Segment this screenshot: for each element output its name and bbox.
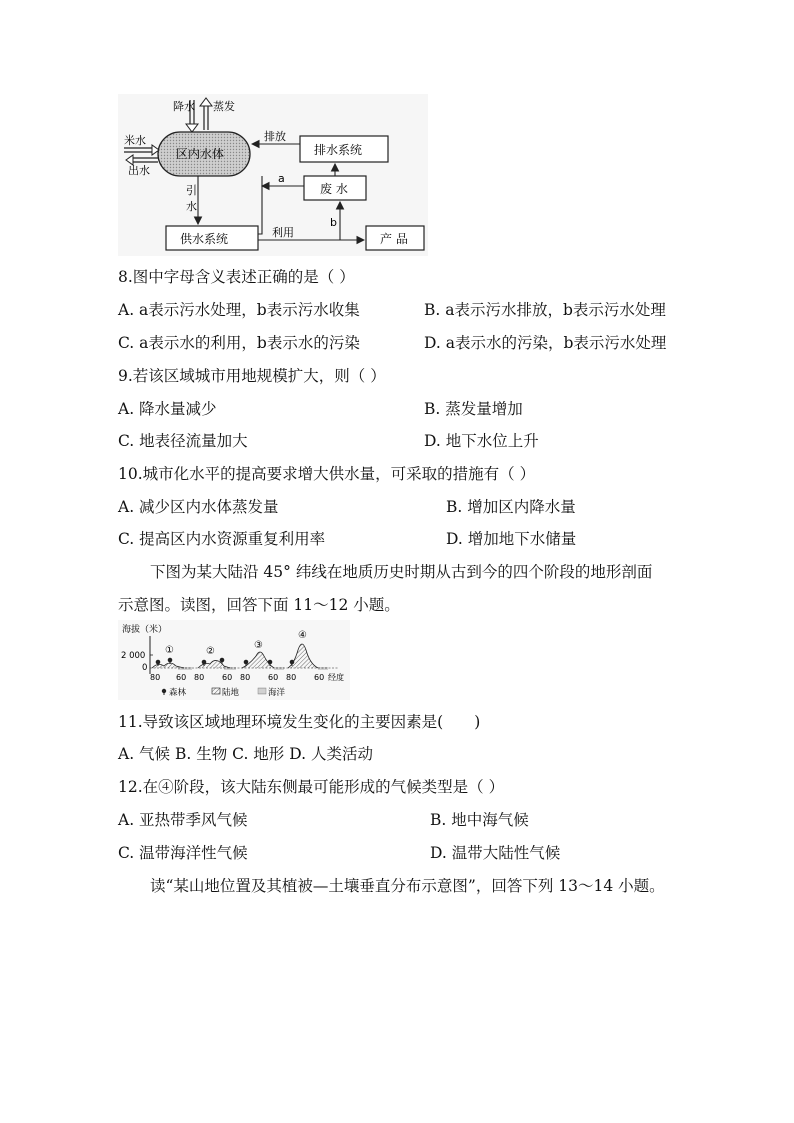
y-tick-0: 0	[142, 663, 148, 673]
drainage-system-label: 排水系统	[314, 143, 363, 157]
legend-ocean: 海洋	[268, 688, 286, 698]
intro-13-14: 读“某山地位置及其植被—土壤垂直分布示意图”，回答下列 13～14 小题。	[150, 877, 665, 895]
x-tick: 60	[176, 673, 187, 682]
terrain-profile-diagram	[118, 620, 350, 700]
water-cycle-diagram	[118, 94, 428, 256]
x-tick: 80	[194, 673, 205, 682]
supply-system-label: 供水系统	[180, 232, 229, 246]
q8-option-a: A. a表示污水处理，b表示污水收集	[118, 301, 360, 319]
stage-1-label: ①	[165, 645, 174, 656]
q9-stem: 9.若该区域城市用地规模扩大，则（ ）	[118, 367, 386, 385]
q10-option-d: D. 增加地下水储量	[446, 530, 577, 548]
stage-3-label: ③	[254, 640, 263, 651]
outflow-label: 出水	[128, 164, 150, 177]
q10-option-b: B. 增加区内降水量	[446, 498, 576, 516]
intake-label-1: 引	[186, 184, 197, 197]
y-axis-title: 海拔（米）	[122, 625, 168, 635]
x-tick: 80	[150, 673, 161, 682]
x-tick: 80	[286, 673, 297, 682]
x-tick: 60	[314, 673, 325, 682]
q9-option-a: A. 降水量减少	[118, 400, 217, 418]
q12-option-c: C. 温带海洋性气候	[118, 844, 248, 862]
x-unit: 经度	[328, 673, 344, 682]
precip-label: 降水	[173, 100, 195, 113]
wastewater-label: 废 水	[320, 182, 348, 196]
intro-11-12-line1: 下图为某大陆沿 45° 纬线在地质历史时期从古到今的四个阶段的地形剖面	[150, 563, 653, 581]
x-tick: 60	[268, 673, 279, 682]
q12-option-b: B. 地中海气候	[430, 811, 529, 829]
evap-label: 蒸发	[213, 100, 235, 113]
use-label: 利用	[272, 226, 294, 239]
legend-forest: 森林	[169, 688, 187, 698]
intake-label-2: 水	[186, 200, 197, 213]
q8-option-d: D. a表示水的污染，b表示污水处理	[424, 334, 667, 352]
a-label: a	[278, 172, 285, 185]
legend-land: 陆地	[222, 688, 240, 698]
q8-stem: 8.图中字母含义表述正确的是（ ）	[118, 268, 355, 286]
q8-option-b: B. a表示污水排放，b表示污水处理	[424, 301, 666, 319]
q10-option-c: C. 提高区内水资源重复利用率	[118, 530, 326, 548]
y-tick-2000: 2 000	[121, 651, 146, 661]
water-body-label: 区内水体	[176, 147, 225, 161]
q9-option-d: D. 地下水位上升	[424, 432, 539, 450]
discharge-label: 排放	[264, 130, 286, 143]
x-tick: 60	[222, 673, 233, 682]
q10-stem: 10.城市化水平的提高要求增大供水量，可采取的措施有（ ）	[118, 465, 536, 483]
q9-option-c: C. 地表径流量加大	[118, 432, 248, 450]
stage-2-label: ②	[206, 646, 215, 657]
q10-option-a: A. 减少区内水体蒸发量	[118, 498, 279, 516]
q8-option-c: C. a表示水的利用，b表示水的污染	[118, 334, 360, 352]
intro-11-12-line2: 示意图。读图，回答下面 11～12 小题。	[118, 596, 400, 614]
q9-option-b: B. 蒸发量增加	[424, 400, 523, 418]
product-label: 产 品	[380, 232, 408, 246]
inflow-label: 米水	[124, 134, 146, 147]
q11-options: A. 气候 B. 生物 C. 地形 D. 人类活动	[118, 745, 373, 763]
q11-stem: 11.导致该区域地理环境发生变化的主要因素是( )	[118, 713, 481, 731]
q12-option-a: A. 亚热带季风气候	[118, 811, 248, 829]
q12-stem: 12.在④阶段，该大陆东侧最可能形成的气候类型是（ ）	[118, 778, 505, 796]
q12-option-d: D. 温带大陆性气候	[430, 844, 561, 862]
x-tick: 80	[240, 673, 251, 682]
stage-4-label: ④	[298, 630, 307, 641]
b-label: b	[330, 216, 337, 229]
